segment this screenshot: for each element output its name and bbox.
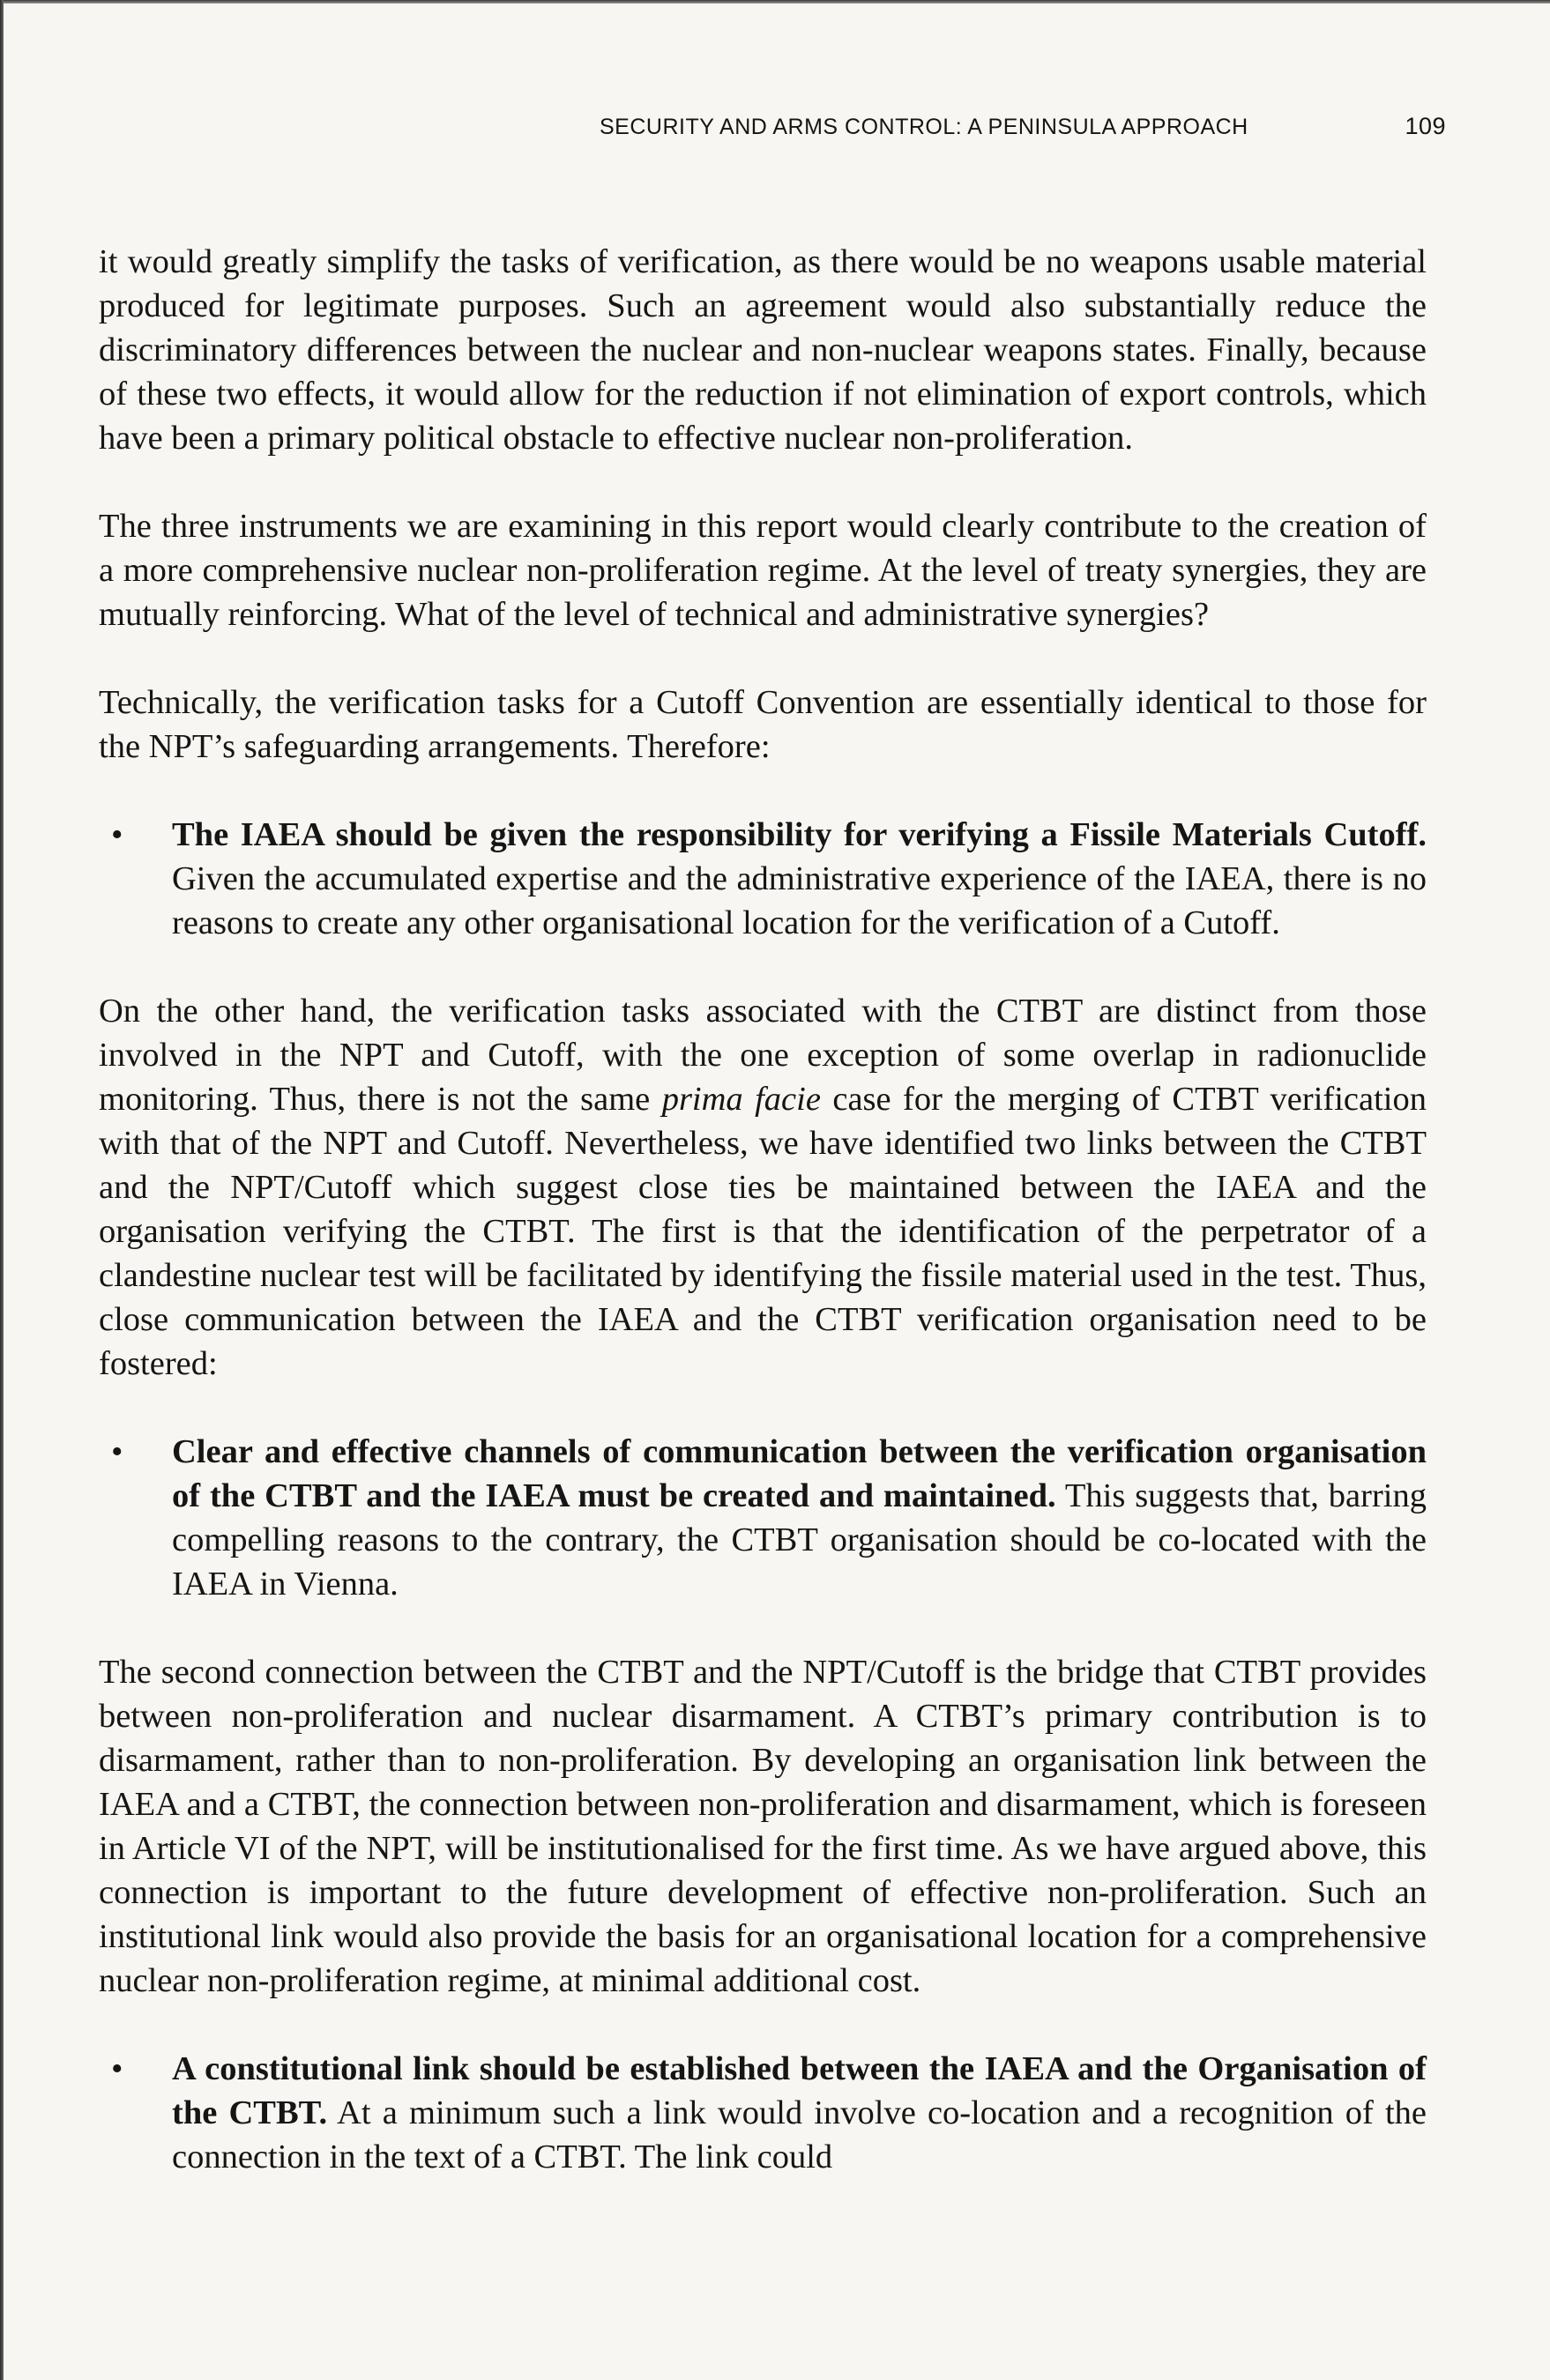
recommendation-heading: A constitutional link should be established between the IAEA and the Organisation of the CTBT.	[172, 2050, 1427, 2131]
recommendation-bullet	[99, 813, 1427, 945]
paragraph: Technically, the verification tasks for a Cutoff Convention are essentially identical to those for the NPT’s safeguarding arrangements. Therefore:	[99, 684, 1427, 765]
recommendation-bullet	[99, 2047, 1427, 2179]
bullet-marker: •	[111, 1433, 123, 1470]
bullet-marker: •	[111, 816, 123, 853]
page-edge	[0, 0, 4, 2380]
running-title: SECURITY AND ARMS CONTROL: A PENINSULA APPROACH	[600, 115, 1248, 139]
recommendation-bullet	[99, 1430, 1427, 1606]
paragraph-text: case for the merging of CTBT verification with that of the NPT and Cutoff. Nevertheless, we have identified two links between the CTBT and the NPT/Cutoff which suggest close ties be maintained between the IAEA and the organisation verifying the CTBT. The first is that the identification of the perpetrator of a clandestine nuclear test will be facilitated by identifying the fissile material used in the test. Thus, close communication between the IAEA and the CTBT verification organisation need to be fostered:	[99, 1081, 1427, 1382]
page-number: 109	[1405, 113, 1446, 139]
running-head	[600, 113, 1446, 140]
italic-phrase: prima facie	[661, 1081, 821, 1118]
recommendation-text: This suggests that, barring compelling reasons to the contrary, the CTBT organisation should be co-located with the IAEA in Vienna.	[172, 1477, 1427, 1603]
recommendation-text: At a minimum such a link would involve co-location and a recognition of the connection in the text of a CTBT. The link could	[172, 2094, 1427, 2175]
paragraph: The second connection between the CTBT and the NPT/Cutoff is the bridge that CTBT provides between non-proliferation and nuclear disarmament. A CTBT’s primary contribution is to disarmament, rather than to non-proliferation. By developing an organisation link between the IAEA and a CTBT, the connection between non-proliferation and disarmament, which is foreseen in Article VI of the NPT, will be institutionalised for the first time. As we have argued above, this connection is important to the future development of effective non-proliferation. Such an institutional link would also provide the basis for an organisational location for a comprehensive nuclear non-proliferation regime, at minimal additional cost.	[99, 1654, 1427, 1999]
bullet-marker: •	[111, 2050, 123, 2087]
paragraph-text: On the other hand, the verification tasks associated with the CTBT are distinct from those involved in the NPT and Cutoff, with the one exception of some overlap in radionuclide monitoring. Thus, there is not the same	[99, 993, 1427, 1118]
body-text	[99, 240, 1427, 2223]
page-edge	[0, 0, 1550, 4]
paragraph: it would greatly simplify the tasks of verification, as there would be no weapons usable material produced for legitimate purposes. Such an agreement would also substantially reduce the discriminatory differences between the nuclear and non-nuclear weapons states. Finally, because of these two effects, it would allow for the reduction if not elimination of export controls, which have been a primary political obstacle to effective nuclear non-proliferation.	[99, 243, 1427, 457]
recommendation-text: Given the accumulated expertise and the administrative experience of the IAEA, there is no reasons to create any other organisational location for the verification of a Cutoff.	[172, 860, 1427, 941]
paragraph: The three instruments we are examining in this report would clearly contribute to the creation of a more comprehensive nuclear non-proliferation regime. At the level of treaty synergies, they are mutually reinforcing. What of the level of technical and administrative synergies?	[99, 508, 1427, 633]
recommendation-heading: Clear and effective channels of communication between the verification organisation of the CTBT and the IAEA must be created and maintained.	[172, 1433, 1427, 1514]
recommendation-heading: The IAEA should be given the responsibility for verifying a Fissile Materials Cutoff.	[172, 816, 1427, 853]
paragraph	[99, 989, 1427, 1386]
